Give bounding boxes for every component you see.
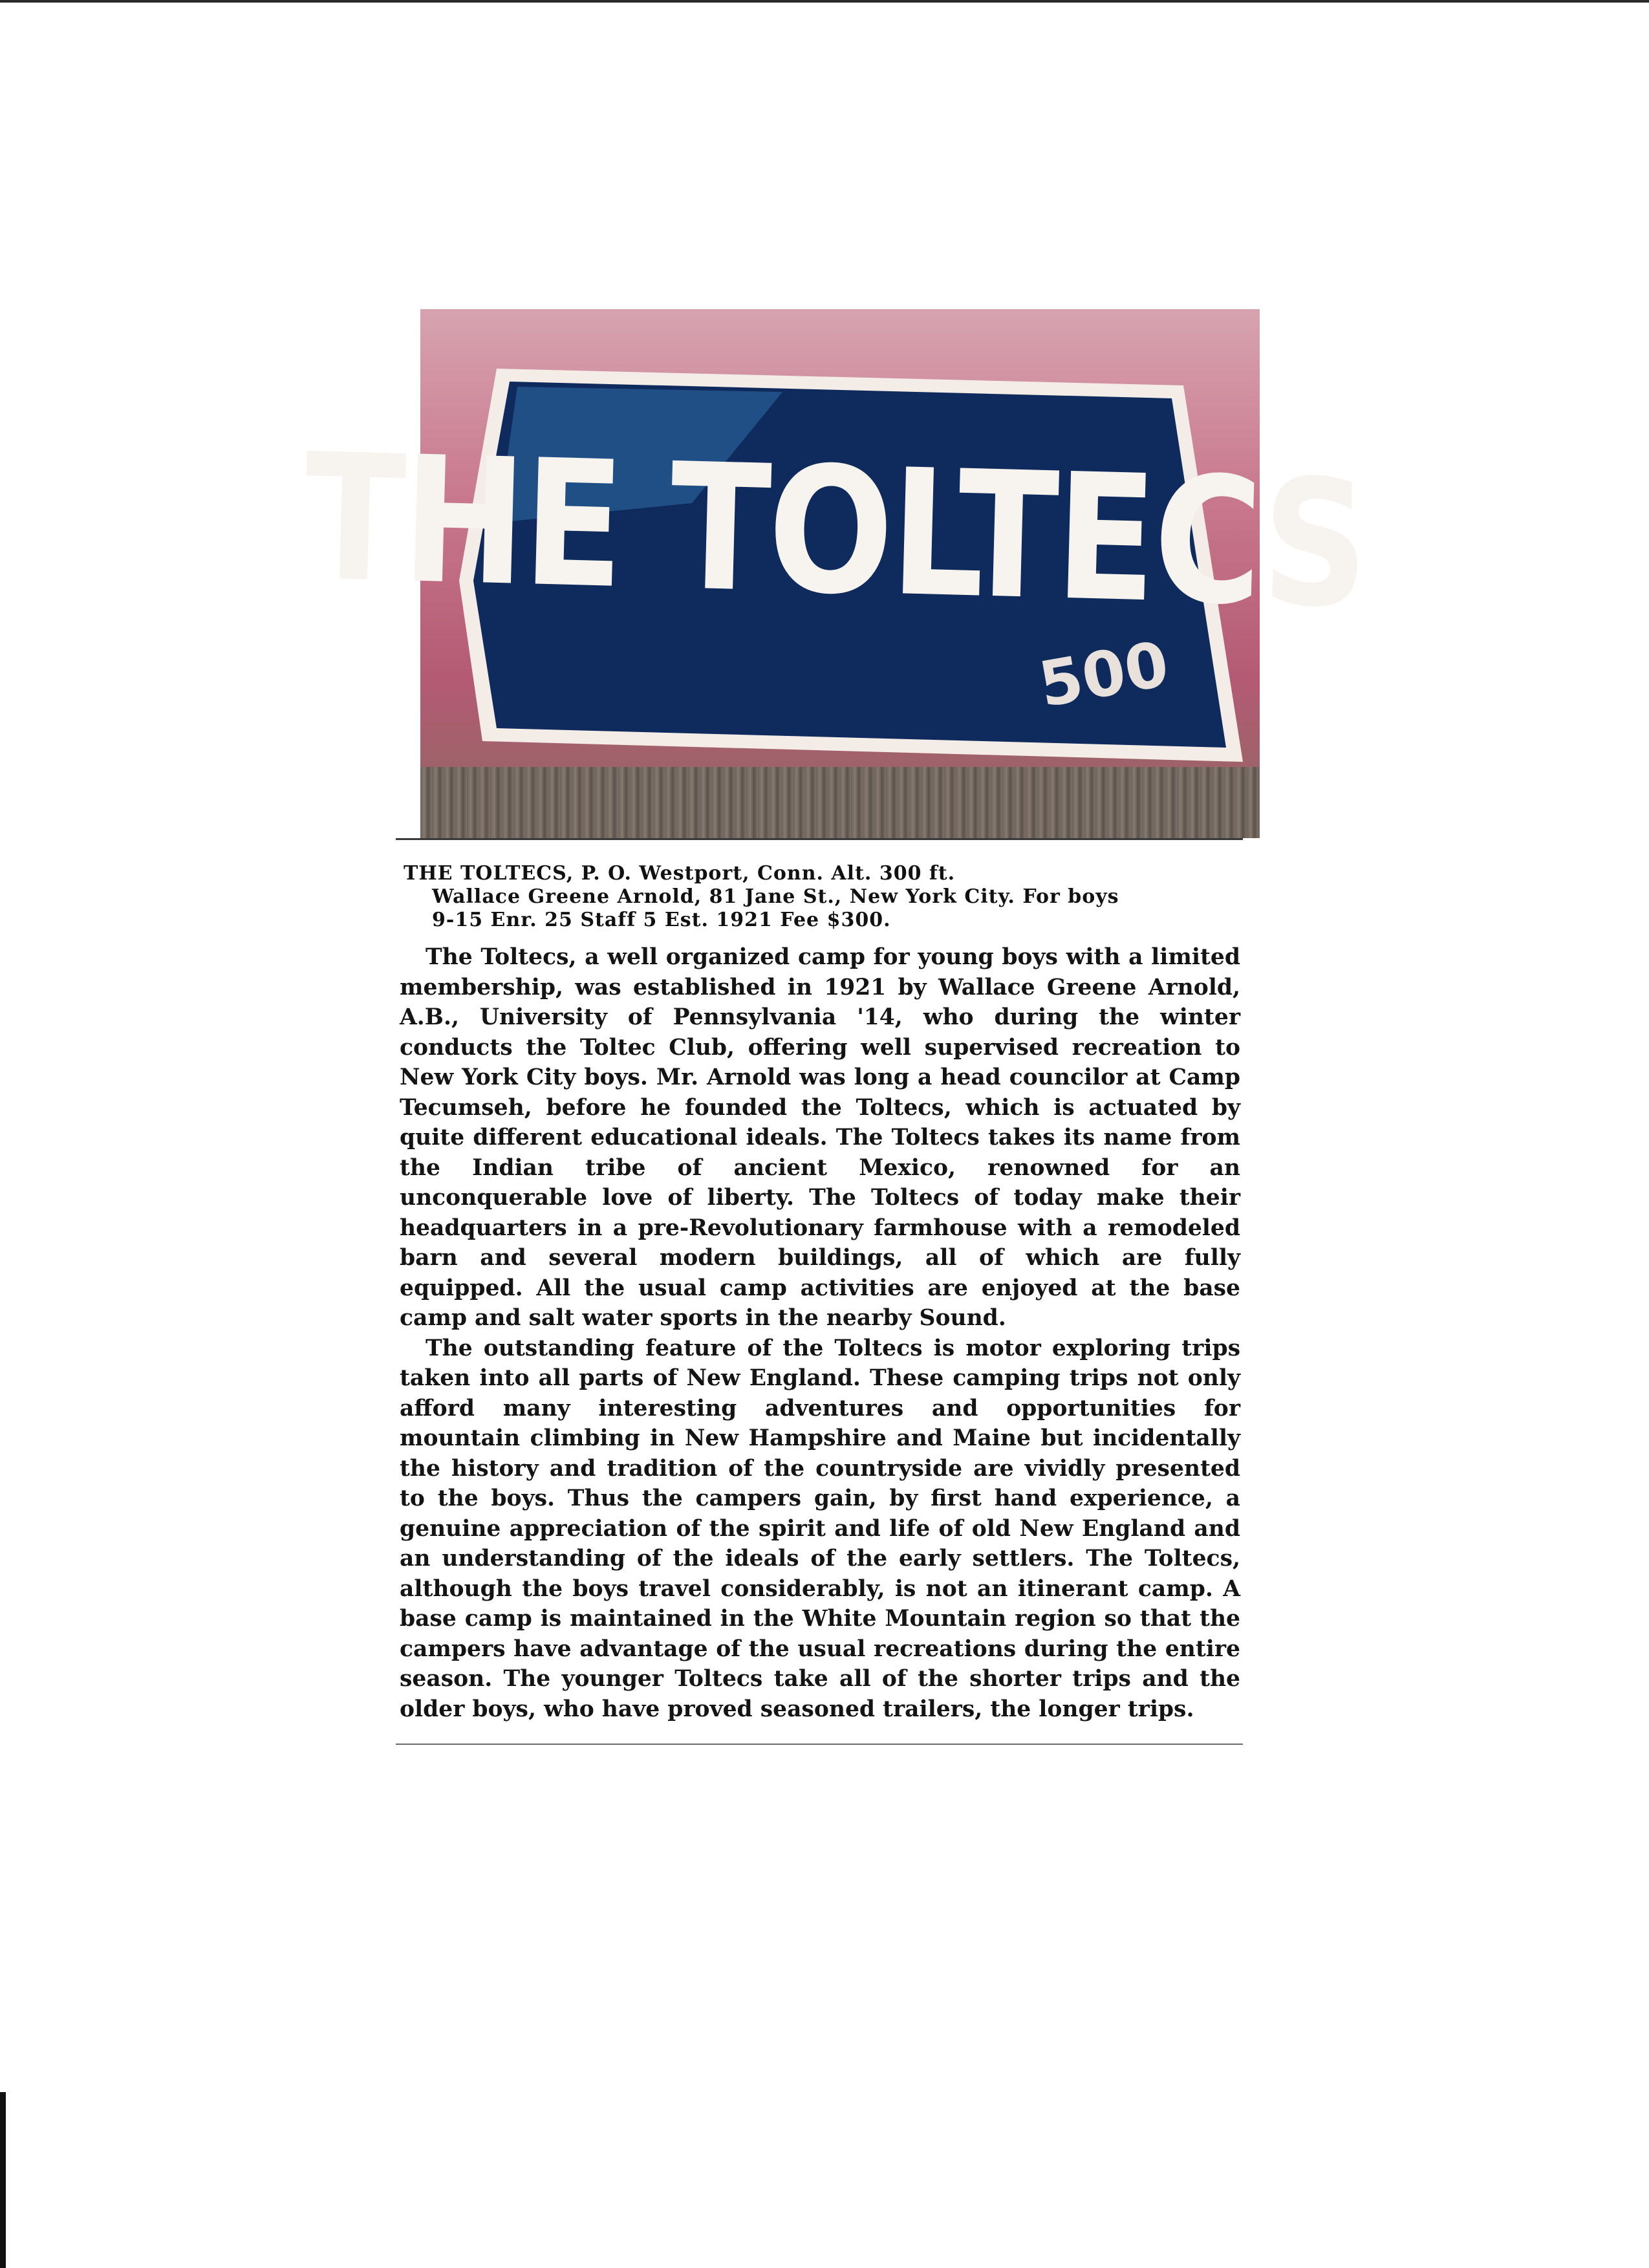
photo-divider: [396, 838, 1243, 840]
scan-left-edge: [0, 2092, 6, 2268]
paragraph-2: The outstanding feature of the Toltecs is motor exploring trips taken into all parts of New England. These camping trips not only afford many interesting adventures and opportunities for mountain climbing in New Hampshire and Maine but incidentally the history and tradition of the countryside are vividly presented to the boys. Thus the campers gain, by first hand experience, a genuine appreciation of the spirit and life of old New England and an understanding of the ideals of the early settlers. The Toltecs, although the boys travel considerably, is not an itinerant camp. A base camp is maintained in the White Mountain region so that the campers have advantage of the usual recreations during the entire season. The younger Toltecs take all of the shorter trips and the older boys, who have proved seasoned trailers, the longer trips.: [400, 1335, 1240, 1722]
listing-header: [396, 862, 1243, 932]
article-body: [396, 942, 1243, 1724]
bottom-divider: [396, 1744, 1243, 1745]
pennant-photo: [301, 309, 1368, 838]
paragraph-1: The Toltecs, a well organized camp for young boys with a limited membership, was established in 1921 by Wallace Greene Arnold, A.B., University of Pennsylvania '14, who during the winter conducts the Toltec Club, offering well supervised recreation to New York City boys. Mr. Arnold was long a head councilor at Camp Tecumseh, before he founded the Toltecs, which is actuated by quite different educational ideals. The Toltecs takes its name from the Indian tribe of ancient Mexico, renowned for an unconquerable love of liberty. The Toltecs of today make their headquarters in a pre-Revolutionary farmhouse with a remodeled barn and several modern buildings, all of which are fully equipped. All the usual camp activities are enjoyed at the base camp and salt water sports in the nearby Sound.: [400, 944, 1240, 1331]
header-line-3: 9-15 Enr. 25 Staff 5 Est. 1921 Fee $300.: [432, 909, 891, 931]
header-line-2: Wallace Greene Arnold, 81 Jane St., New York City. For boys: [432, 885, 1119, 908]
header-line-1: THE TOLTECS, P. O. Westport, Conn. Alt. 300 ft.: [404, 862, 956, 885]
pennant-number-text: 500: [1033, 627, 1174, 722]
pennant-graphic: [301, 309, 1368, 838]
pennant-title-text: THE TOLTECS: [301, 416, 1368, 647]
scan-top-edge: [0, 0, 1649, 3]
newspaper-clipping: [301, 309, 1368, 1745]
